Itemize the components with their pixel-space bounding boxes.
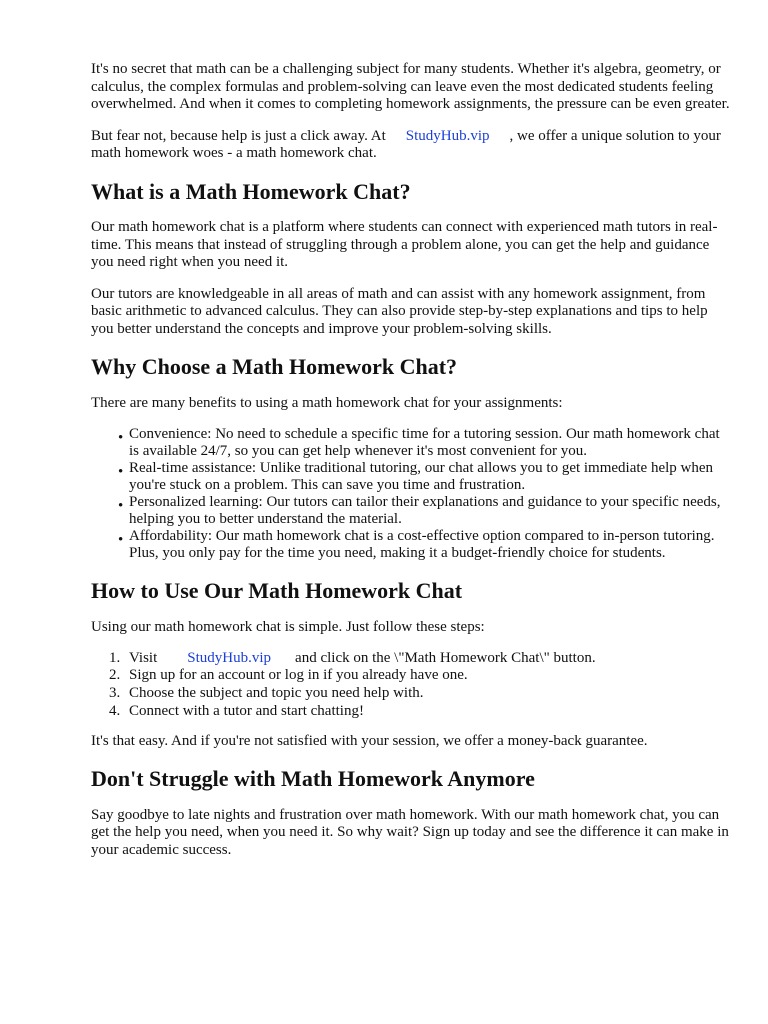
bullet-icon: •	[118, 498, 124, 515]
steps-list	[91, 650, 731, 720]
how-to-use-intro: Using our math homework chat is simple. Just follow these steps:	[91, 619, 485, 636]
bullet-icon: •	[118, 430, 124, 447]
list-item: 3. Choose the subject and topic you need help with.	[109, 684, 424, 701]
bullet-icon: •	[118, 532, 124, 549]
intro-text-after-link: , we offer a unique solution to your math homework woes - a math homework chat.	[91, 127, 721, 162]
bullet-icon: •	[118, 464, 124, 481]
studyhub-link[interactable]: StudyHub.vip	[405, 127, 490, 144]
list-item: 1. Visit StudyHub.vip and click on the \"Math Homework Chat\" button.	[109, 649, 596, 666]
step-number: 4.	[109, 702, 121, 719]
intro-paragraph-2	[91, 128, 731, 163]
why-choose-intro: There are many benefits to using a math homework chat for your assignments:	[91, 394, 563, 411]
studyhub-link[interactable]: StudyHub.vip	[187, 649, 272, 666]
list-item: 4. Connect with a tutor and start chatting!	[109, 702, 364, 719]
heading-why-choose: Why Choose a Math Homework Chat?	[91, 353, 458, 379]
what-is-paragraph-1: Our math homework chat is a platform where students can connect with experienced math tutors in real-time. This means that instead of struggling through a problem alone, you can get the help and guidance you need right when you need it.	[91, 218, 718, 271]
step-number: 2.	[109, 667, 121, 684]
heading-what-is: What is a Math Homework Chat?	[91, 178, 411, 204]
intro-text-before-link: But fear not, because help is just a click away. At	[91, 127, 386, 144]
benefits-list	[91, 426, 731, 562]
dont-struggle-paragraph: Say goodbye to late nights and frustration over math homework. With our math homework chat, you can get the help you need, when you need it. So why wait? Sign up today and see the difference it can make in your academic success.	[91, 806, 729, 858]
list-item: • Personalized learning: Our tutors can tailor their explanations and guidance to your specific needs, helping you to better understand the material.	[118, 494, 721, 528]
step-number: 1.	[109, 649, 121, 666]
list-item: • Convenience: No need to schedule a specific time for a tutoring session. Our math homework chat is available 24/7, so you can get help whenever it's most convenient for you.	[118, 426, 720, 460]
how-to-use-outro: It's that easy. And if you're not satisfied with your session, we offer a money-back guarantee.	[91, 733, 648, 750]
what-is-paragraph-2: Our tutors are knowledgeable in all areas of math and can assist with any homework assignment, from basic arithmetic to advanced calculus. They can also provide step-by-step explanations and tips to help you better understand the concepts and improve your problem-solving skills.	[91, 285, 708, 337]
step-number: 3.	[109, 684, 121, 701]
intro-paragraph-1: It's no secret that math can be a challenging subject for many students. Whether it's algebra, geometry, or calculus, the complex formulas and problem-solving can leave even the most dedicated students feeling overwhelmed. And when it comes to completing homework assignments, the pressure can be even greater.	[91, 61, 730, 113]
list-item: • Real-time assistance: Unlike traditional tutoring, our chat allows you to get immediate help when you're stuck on a problem. This can save you time and frustration.	[118, 460, 714, 494]
list-item: 2. Sign up for an account or log in if you already have one.	[109, 667, 468, 684]
document-page	[91, 61, 731, 859]
heading-how-to-use: How to Use Our Math Homework Chat	[91, 578, 463, 604]
heading-dont-struggle: Don't Struggle with Math Homework Anymore	[91, 765, 535, 791]
list-item: • Affordability: Our math homework chat is a cost-effective option compared to in-person tutoring. Plus, you only pay for the time you need, making it a budget-friendly choice for students.	[118, 528, 715, 562]
